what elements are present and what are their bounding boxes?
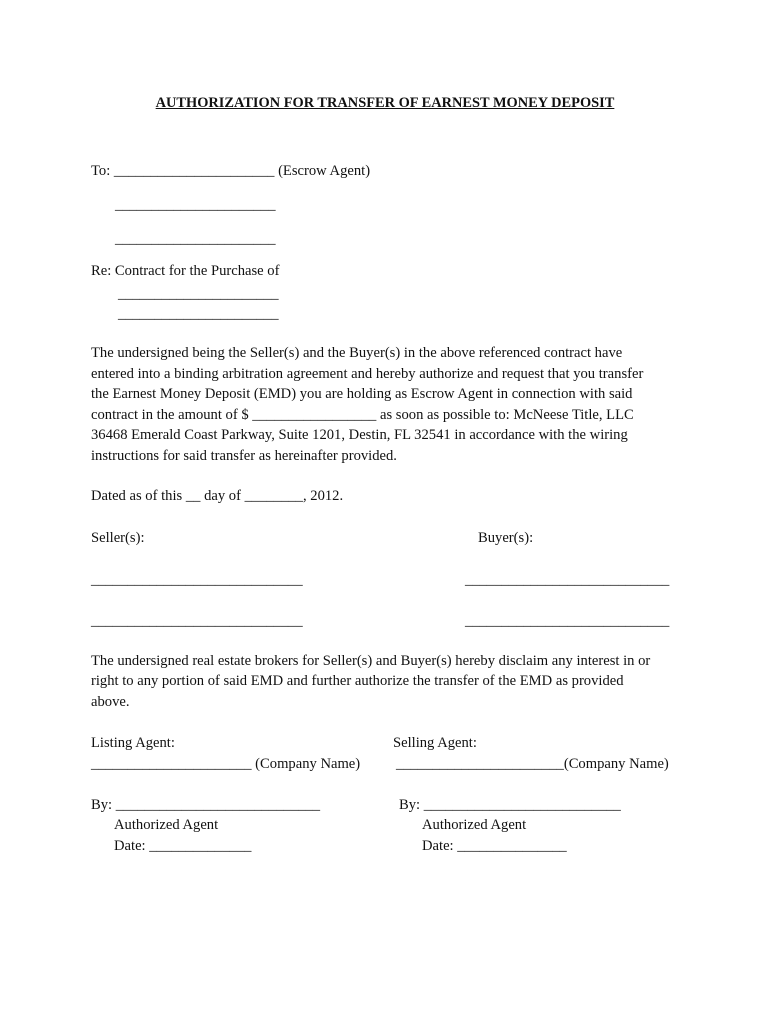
to-line: To: ______________________ (Escrow Agent)	[91, 163, 371, 179]
buyer-signature-line-1: ____________________________	[465, 572, 670, 588]
seller-signature-line-2: _____________________________	[91, 613, 303, 629]
selling-agent-label: Selling Agent:	[393, 735, 477, 751]
document-title: AUTHORIZATION FOR TRANSFER OF EARNEST MONEY DEPOSIT	[155, 95, 615, 111]
paragraph2-line-1: The undersigned real estate brokers for Seller(s) and Buyer(s) hereby disclaim any interest in or	[91, 653, 651, 669]
paragraph2-line-3: above.	[91, 694, 130, 710]
to-blank-2: ______________________	[115, 231, 276, 247]
selling-by-line: By: ___________________________	[399, 797, 621, 813]
re-blank-1: ______________________	[118, 286, 279, 302]
paragraph1-line-3: the Earnest Money Deposit (EMD) you are holding as Escrow Agent in connection with said	[91, 386, 633, 402]
buyer-signature-line-2: ____________________________	[465, 613, 670, 629]
selling-company-line: _______________________(Company Name)	[396, 756, 669, 772]
paragraph1-line-5: 36468 Emerald Coast Parkway, Suite 1201, Destin, FL 32541 in accordance with the wiring	[91, 427, 628, 443]
paragraph2-line-2: right to any portion of said EMD and further authorize the transfer of the EMD as provided	[91, 673, 624, 689]
listing-by-line: By: ____________________________	[91, 797, 321, 813]
re-blank-2: ______________________	[118, 306, 279, 322]
listing-agent-label: Listing Agent:	[91, 735, 175, 751]
selling-authorized-agent: Authorized Agent	[422, 817, 527, 833]
to-blank-1: ______________________	[115, 197, 276, 213]
paragraph1-line-4: contract in the amount of $ _________________ as soon as possible to: McNeese Title, LLC	[91, 407, 634, 423]
sellers-label: Seller(s):	[91, 530, 145, 546]
selling-date-line: Date: _______________	[422, 838, 567, 854]
dated-line: Dated as of this __ day of ________, 2012.	[91, 488, 344, 504]
listing-date-line: Date: ______________	[114, 838, 252, 854]
paragraph1-line-2: entered into a binding arbitration agreement and hereby authorize and request that you transfer	[91, 366, 644, 382]
paragraph1-line-1: The undersigned being the Seller(s) and the Buyer(s) in the above referenced contract have	[91, 345, 623, 361]
re-line: Re: Contract for the Purchase of	[91, 263, 280, 279]
seller-signature-line-1: _____________________________	[91, 572, 303, 588]
paragraph1-line-6: instructions for said transfer as hereinafter provided.	[91, 448, 397, 464]
listing-company-line: ______________________ (Company Name)	[91, 756, 361, 772]
buyers-label: Buyer(s):	[478, 530, 534, 546]
listing-authorized-agent: Authorized Agent	[114, 817, 219, 833]
